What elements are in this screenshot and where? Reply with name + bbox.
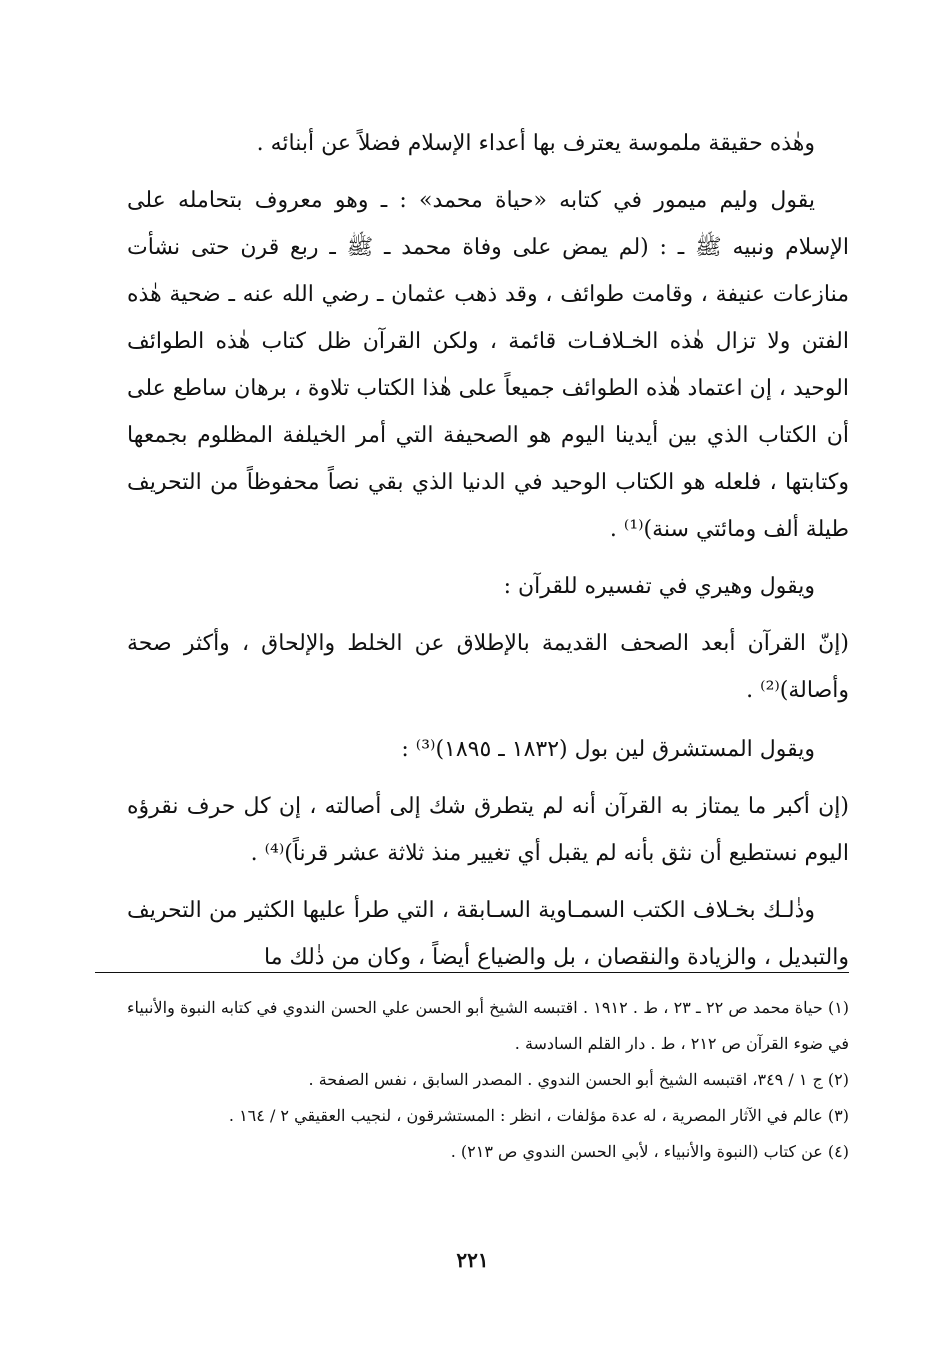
paragraph-lane-poole-quote: (إن أكبر ما يمتاز به القرآن أنه لم يتطرق شك إلى أصالته ، إن كل حرف نقرؤه اليوم نستطيع أن نثق بأنه لم يقبل أي تغيير منذ ثلاثة عشر قرناً)⁽⁴⁾ . <box>127 794 849 866</box>
footnote-4: (٤) عن كتاب (النبوة والأنبياء ، لأبي الحسن الندوي ص ٢١٣) . <box>450 1142 849 1161</box>
footnotes <box>127 990 849 1170</box>
paragraph-previous-scriptures: وذٰلـك بخـلاف الكتب السمـاوية السـابقة ، التي طرأ عليها الكثير من التحريف والتبديل ، والزيادة والنقصان ، بل والضياع أيضاً ، وكان من ذٰلك ما <box>127 898 849 970</box>
footnote-separator <box>95 972 849 973</box>
paragraph-intro: وهٰذه حقيقة ملموسة يعترف بها أعداء الإسلام فضلاً عن أبنائه . <box>256 131 815 156</box>
paragraph-lane-poole-intro: ويقول المستشرق لين بول (١٨٣٢ ـ ١٨٩٥)⁽³⁾ : <box>401 737 815 762</box>
paragraph-wherry-intro: ويقول وهيري في تفسيره للقرآن : <box>503 574 815 599</box>
page-number: ٢٢١ <box>456 1248 489 1272</box>
main-text <box>127 120 849 981</box>
paragraph-wherry-quote: (إنّ القرآن أبعد الصحف القديمة بالإطلاق عن الخلط والإلحاق ، وأكثر صحة وأصالة)⁽²⁾ . <box>127 631 849 703</box>
paragraph-muir-quote: يقول وليم ميمور في كتابه «حياة محمد» : ـ وهو معروف بتحامله على الإسلام ونبيه ﷺ ـ : (لم يمض على وفاة محمد ـ ﷺ ـ ربع قرن حتى نشأت منازعات عنيفة ، وقامت طوائف ، وقد ذهب عثمان ـ رضي الله عنه ـ ضحية هٰذه الفتن ولا تزال هٰذه الخـلافـات قائمة ، ولكن القرآن ظل كتاب هٰذه الطوائف الوحيد ، إن اعتماد هٰذه الطوائف جميعاً على هٰذا الكتاب تلاوة ، برهان ساطع على أن الكتاب الذي بين أيدينا اليوم هو الصحيفة التي أمر الخيلفة المظلوم بجمعها وكتابتها ، فلعله هو الكتاب الوحيد في الدنيا الذي بقي نصاً محفوظاً من التحريف طيلة ألف ومائتي سنة)⁽¹⁾ . <box>127 188 849 542</box>
footnote-1: (١) حياة محمد ص ٢٢ ـ ٢٣ ، ط . ١٩١٢ . اقتبسه الشيخ أبو الحسن علي الحسن الندوي في كتابه النبوة والأنبياء في ضوء القرآن ص ٢١٢ ، ط . دار القلم السادسة . <box>127 998 850 1053</box>
footnote-3: (٣) عالم في الآثار المصرية ، له عدة مؤلفات ، انظر : المستشرقون ، لنجيب العقيقي ٢ / ١٦٤ . <box>228 1106 849 1125</box>
footnote-2: (٢) ج ١ / ٣٤٩، اقتبسه الشيخ أبو الحسن الندوي . المصدر السابق ، نفس الصفحة . <box>308 1070 849 1089</box>
